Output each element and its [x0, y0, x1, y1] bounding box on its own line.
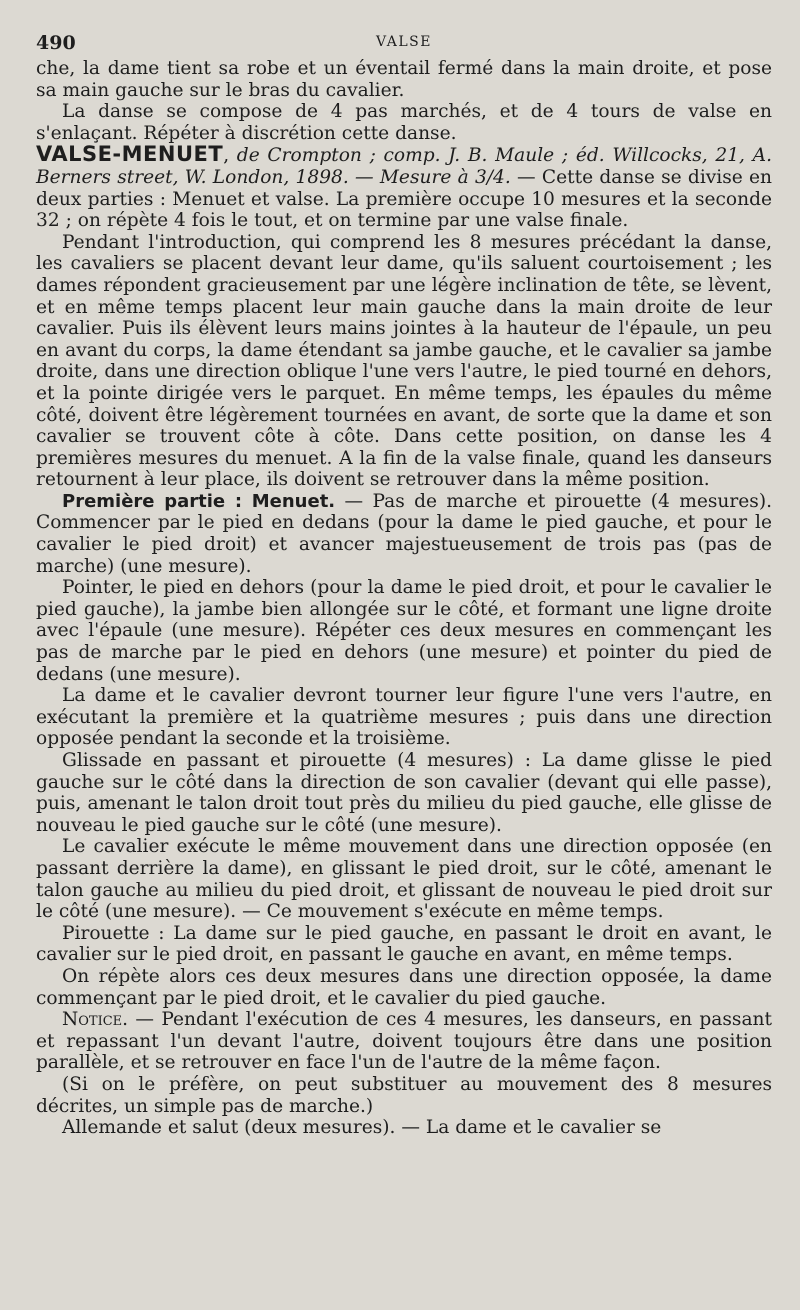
paragraph: Le cavalier exécute le même mouvement dans une direction opposée (en passant derrière la dame), en glissant le pied droit, sur le côté, amenant le talon gauche au milieu du pied droit, et glissant de nouveau le pied droit sur le côté (une mesure). — Ce mouvement s'exécute en même temps.	[36, 836, 772, 923]
paragraph-continuation: che, la dame tient sa robe et un éventail fermé dans la main droite, et pose sa main gauche sur le bras du cavalier.	[36, 58, 772, 101]
page-number: 490	[36, 32, 76, 54]
page-body	[36, 58, 772, 1139]
entry-valse-menuet	[36, 144, 772, 231]
paragraph: Glissade en passant et pirouette (4 mesures) : La dame glisse le pied gauche sur le côté dans la direction de son cavalier (devant qui elle passe), puis, amenant le talon droit tout près du milieu du pied gauche, elle glisse de nouveau le pied gauche sur le côté (une mesure).	[36, 750, 772, 836]
paragraph: (Si on le préfère, on peut substituer au mouvement des 8 mesures décrites, un simple pas de marche.)	[36, 1073, 772, 1117]
paragraph: Pointer, le pied en dehors (pour la dame le pied droit, et pour le cavalier le pied gauche), la jambe bien allongée sur le côté, et formant une ligne droite avec l'épaule (une mesure). Répéter ces deux mesures en commençant les pas de marche par le pied en dehors (une mesure) et pointer du pied de dedans (une mesure).	[36, 577, 772, 685]
entry-description: — Cette danse se divise en deux parties : Menuet et valse. La première occupe 10 mesures et la seconde 32 ; on répète 4 fois le tout, et on termine par une valse finale.	[36, 166, 772, 232]
paragraph: Pirouette : La dame sur le pied gauche, en passant le droit en avant, le cavalier sur le pied droit, en passant le gauche en avant, en même temps.	[36, 922, 772, 966]
notice-paragraph	[36, 1009, 772, 1074]
section-text: — Pas de marche et pirouette (4 mesures). Commencer par le pied en dedans (pour la dame le pied gauche, et pour le cavalier le pied droit) et avancer majestueusement de trois pas (pas de marche) (une mesure).	[36, 490, 772, 577]
entry-source: de Crompton ; comp. J. B. Maule ; éd. Willcocks, 21, A. Berners street, W. London, 1898. — Mesure à 3/4.	[36, 145, 772, 188]
page-header	[36, 28, 772, 58]
paragraph: La dame et le cavalier devront tourner leur figure l'une vers l'autre, en exécutant la première et la quatrième mesures ; puis dans une direction opposée pendant la seconde et la troisième.	[36, 685, 772, 750]
notice-label: Notice.	[62, 1009, 129, 1031]
paragraph: Allemande et salut (deux mesures). — La dame et le cavalier se	[62, 1117, 662, 1139]
paragraph: La danse se compose de 4 pas marchés, et de 4 tours de valse en s'enlaçant. Répéter à discrétion cette danse.	[36, 101, 772, 144]
paragraph: On répète alors ces deux mesures dans une direction opposée, la dame commençant par le pied droit, et le cavalier du pied gauche.	[36, 965, 772, 1009]
entry-separator: ,	[223, 145, 237, 167]
section-menuet	[36, 491, 772, 577]
paragraph: Pendant l'introduction, qui comprend les 8 mesures précédant la danse, les cavaliers se placent devant leur dame, qu'ils saluent courtoisement ; les dames répondent gracieusement par une légère inclination de tête, se lèvent, et en même temps placent leur main gauche dans la main droite de leur cavalier. Puis ils élèvent leurs mains jointes à la hauteur de l'épaule, un peu en avant du corps, la dame étendant sa jambe gauche, et le cavalier sa jambe droite, dans une direction oblique l'une vers l'autre, le pied tourné en dehors, et la pointe dirigée vers le parquet. En même temps, les épaules du même côté, doivent être légèrement tournées en avant, de sorte que la dame et son cavalier se trouvent côte à côte. Dans cette position, on danse les 4 premières mesures du menuet. A la fin de la valse finale, quand les danseurs retournent à leur place, ils doivent se retrouver dans la même position.	[36, 231, 772, 491]
section-title: Première partie : Menuet.	[62, 490, 336, 512]
running-title: VALSE	[376, 34, 432, 50]
notice-text: — Pendant l'exécution de ces 4 mesures, les danseurs, en passant et repassant l'un devant l'autre, doivent toujours être dans une position parallèle, et se retrouver en face l'un de l'autre de la même façon.	[36, 1009, 772, 1074]
entry-title: VALSE-MENUET	[36, 142, 224, 167]
